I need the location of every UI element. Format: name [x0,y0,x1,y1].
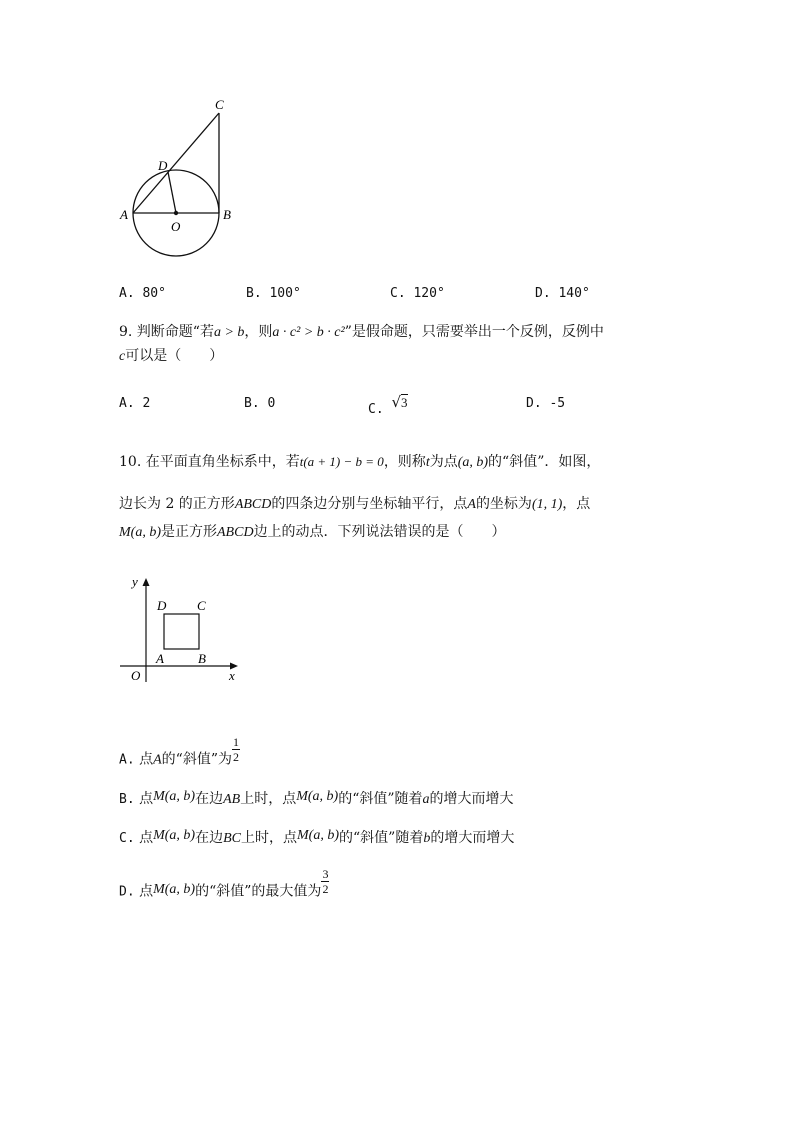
secant-ac [133,113,219,213]
label-x: x [229,668,235,683]
q9-option-b: B. 0 [244,396,276,411]
q10-stem-line2: 边长为 2 的正方形ABCD的四条边分别与坐标轴平行，点A的坐标为(1, 1)，点 [119,496,591,512]
q8-option-d: D. 140° [535,286,590,301]
q9-stem-line1: 9. 判断命题“若a > b，则a · c² > b · c²”是假命题，只需要举出一个反例，反例中 [119,324,604,340]
label-y: y [132,574,138,589]
q8-option-c: C. 120° [390,286,445,301]
label-d: D [158,158,168,173]
fraction-three-halves: $\frac{3}{2}$ [322,867,329,896]
q10-option-a: A. 点A的“斜值”为 $\frac{1}{2}$ [119,735,239,768]
circle-tangent-figure [110,90,240,265]
label-o: O [171,219,181,234]
square-abcd [164,614,199,649]
center-point [174,211,178,215]
label-a: A [120,207,128,222]
q10-option-d: D. 点M(a, b)的“斜值”的最大值为 $\frac{3}{2}$ [119,867,329,900]
label-c: C [197,598,206,613]
label-b: B [198,651,206,666]
q8-option-b: B. 100° [246,286,301,301]
label-a: A [156,651,164,666]
fraction-one-half: $\frac{1}{2}$ [233,735,239,764]
y-axis-arrow [143,578,150,586]
q10-stem-line1: 10. 在平面直角坐标系中，若t(a + 1) − b = 0，则称t为点(a, b)的“斜值”．如图， [119,454,601,470]
segment-od [168,172,176,213]
label-b: B [223,207,231,222]
coordinate-square-figure [112,570,247,685]
q10-stem-line3: M(a, b)是正方形ABCD边上的动点．下列说法错误的是（ ） [119,524,506,540]
sqrt-symbol: √ [391,393,402,411]
q9-option-c: C. √3 [368,393,408,417]
q9-stem-line2: c可以是（ ） [119,348,224,364]
label-d: D [157,598,167,613]
label-c: C [215,97,224,112]
q9-option-d: D. -5 [526,396,566,411]
q8-option-a: A. 80° [119,286,166,301]
label-o: O [131,668,141,683]
q9-option-a: A. 2 [119,396,151,411]
q10-option-c: C. 点M(a, b)在边BC上时，点M(a, b)的“斜值”随着b的增大而增大 [119,828,515,846]
q10-option-b: B. 点M(a, b)在边AB上时，点M(a, b)的“斜值”随着a的增大而增大 [119,789,514,807]
